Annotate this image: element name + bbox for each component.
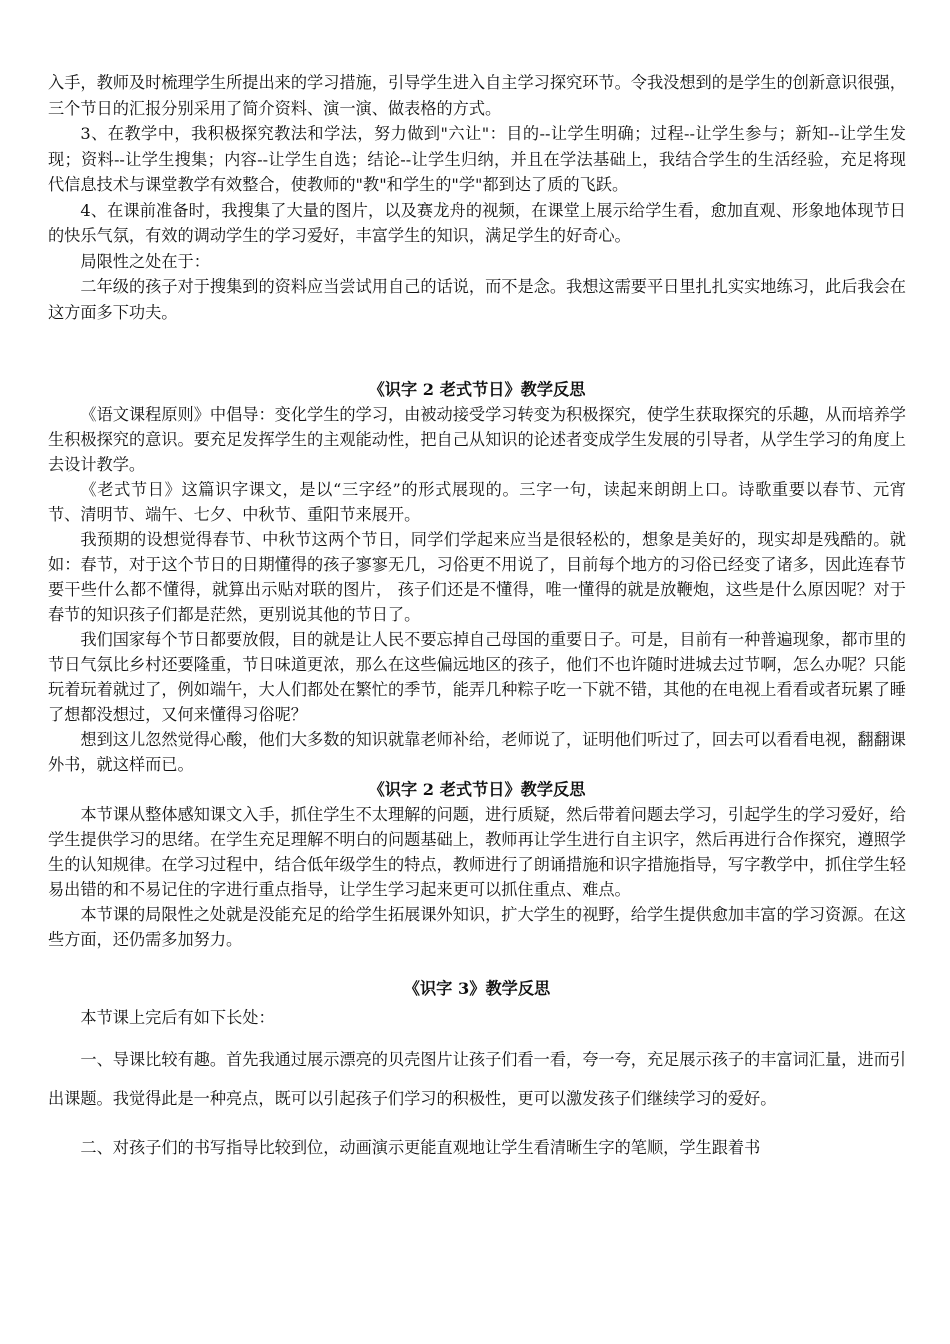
section-title: 《识字 2 老式节日》教学反思 — [368, 780, 586, 799]
section-title: 《识字 2 老式节日》教学反思 — [368, 380, 586, 399]
section-reflection-2 — [48, 777, 906, 952]
paragraph: 局限性之处在于： — [80, 251, 210, 271]
paragraph: 《语文课程原则》中倡导：变化学生的学习，由被动接受学习转变为积极探究，使学生获取探究的乐趣，从而培养学生积极探究的意识。要充足发挥学生的主观能动性，把自己从知识的论述者变成学生发展的引导者，从学生学习的角度上去设计教学。 — [48, 405, 906, 474]
section-continued-text — [48, 70, 906, 325]
section-reflection-3 — [48, 976, 906, 1167]
section-title: 《识字 3》教学反思 — [403, 979, 551, 998]
paragraph: 3、在教学中，我积极探究教法和学法，努力做到"六让"：目的--让学生明确；过程--让学生参与；新知--让学生发现；资料--让学生搜集；内容--让学生自选；结论--让学生归纳，并且在学法基础上，我结合学生的生活经验，充足将现代信息技术与课堂教学有效整合，使教师的"教"和学生的"学"都到达了质的飞跃。 — [48, 124, 906, 194]
paragraph: 一、导课比较有趣。首先我通过展示漂亮的贝壳图片让孩子们看一看，夸一夸，充足展示孩子的丰富词汇量，进而引出课题。我觉得此是一种亮点，既可以引起孩子们学习的积极性，更可以激发孩子们继续学习的爱好。 — [48, 1050, 906, 1108]
paragraph: 二、对孩子们的书写指导比较到位，动画演示更能直观地让学生看清晰生字的笔顺，学生跟着书 — [80, 1138, 761, 1157]
paragraph: 二年级的孩子对于搜集到的资料应当尝试用自己的话说，而不是念。我想这需要平日里扎扎实实地练习，此后我会在这方面多下功夫。 — [48, 277, 906, 322]
paragraph: 本节课从整体感知课文入手，抓住学生不太理解的问题，进行质疑，然后带着问题去学习，引起学生的学习爱好，给学生提供学习的思绪。在学生充足理解不明白的问题基础上，教师再让学生进行自主识字，然后再进行合作探究，遵照学生的认知规律。在学习过程中，结合低年级学生的特点，教师进行了朗诵措施和识字措施指导，写字教学中，抓住学生轻易出错的和不易记住的字进行重点指导，让学生学习起来更可以抓住重点、难点。 — [48, 805, 906, 899]
paragraph: 入手，教师及时梳理学生所提出来的学习措施，引导学生进入自主学习探究环节。令我没想到的是学生的创新意识很强，三个节日的汇报分别采用了简介资料、演一演、做表格的方式。 — [48, 73, 906, 118]
paragraph: 《老式节日》这篇识字课文，是以“三字经”的形式展现的。三字一句，读起来朗朗上口。诗歌重要以春节、元宵节、清明节、端午、七夕、中秋节、重阳节来展开。 — [48, 480, 906, 524]
paragraph: 我们国家每个节日都要放假，目的就是让人民不要忘掉自己母国的重要日子。可是，目前有一种普遍现象，都市里的节日气氛比乡村还要隆重，节日味道更浓，那么在这些偏远地区的孩子，他们不也许随时进城去过节啊，怎么办呢？只能玩着玩着就过了，例如端午，大人们都处在繁忙的季节，能弄几种粽子吃一下就不错，其他的在电视上看看或者玩累了睡了想都没想过，又何来懂得习俗呢？ — [48, 630, 906, 724]
paragraph: 想到这儿忽然觉得心酸，他们大多数的知识就靠老师补给，老师说了，证明他们听过了，回去可以看看电视，翻翻课外书，就这样而已。 — [48, 730, 906, 774]
paragraph: 我预期的设想觉得春节、中秋节这两个节日，同学们学起来应当是很轻松的，想象是美好的，现实却是残酷的。就如：春节，对于这个节日的日期懂得的孩子寥寥无几，习俗更不用说了，目前每个地方的习俗已经变了诸多，因此连春节要干些什么都不懂得，就算出示贴对联的图片， 孩子们还是不懂得，唯一懂得的就是放鞭炮，这些是什么原因呢？对于春节的知识孩子们都是茫然，更别说其他的节日了。 — [48, 530, 906, 624]
paragraph: 本节课的局限性之处就是没能充足的给学生拓展课外知识，扩大学生的视野，给学生提供愈加丰富的学习资源。在这些方面，还仍需多加努力。 — [48, 905, 906, 949]
paragraph: 本节课上完后有如下长处： — [80, 1008, 275, 1027]
paragraph: 4、在课前准备时，我搜集了大量的图片，以及赛龙舟的视频，在课堂上展示给学生看，愈加直观、形象地体现节日的快乐气氛，有效的调动学生的学习爱好，丰富学生的知识，满足学生的好奇心。 — [48, 200, 906, 245]
section-reflection-1 — [48, 377, 906, 777]
